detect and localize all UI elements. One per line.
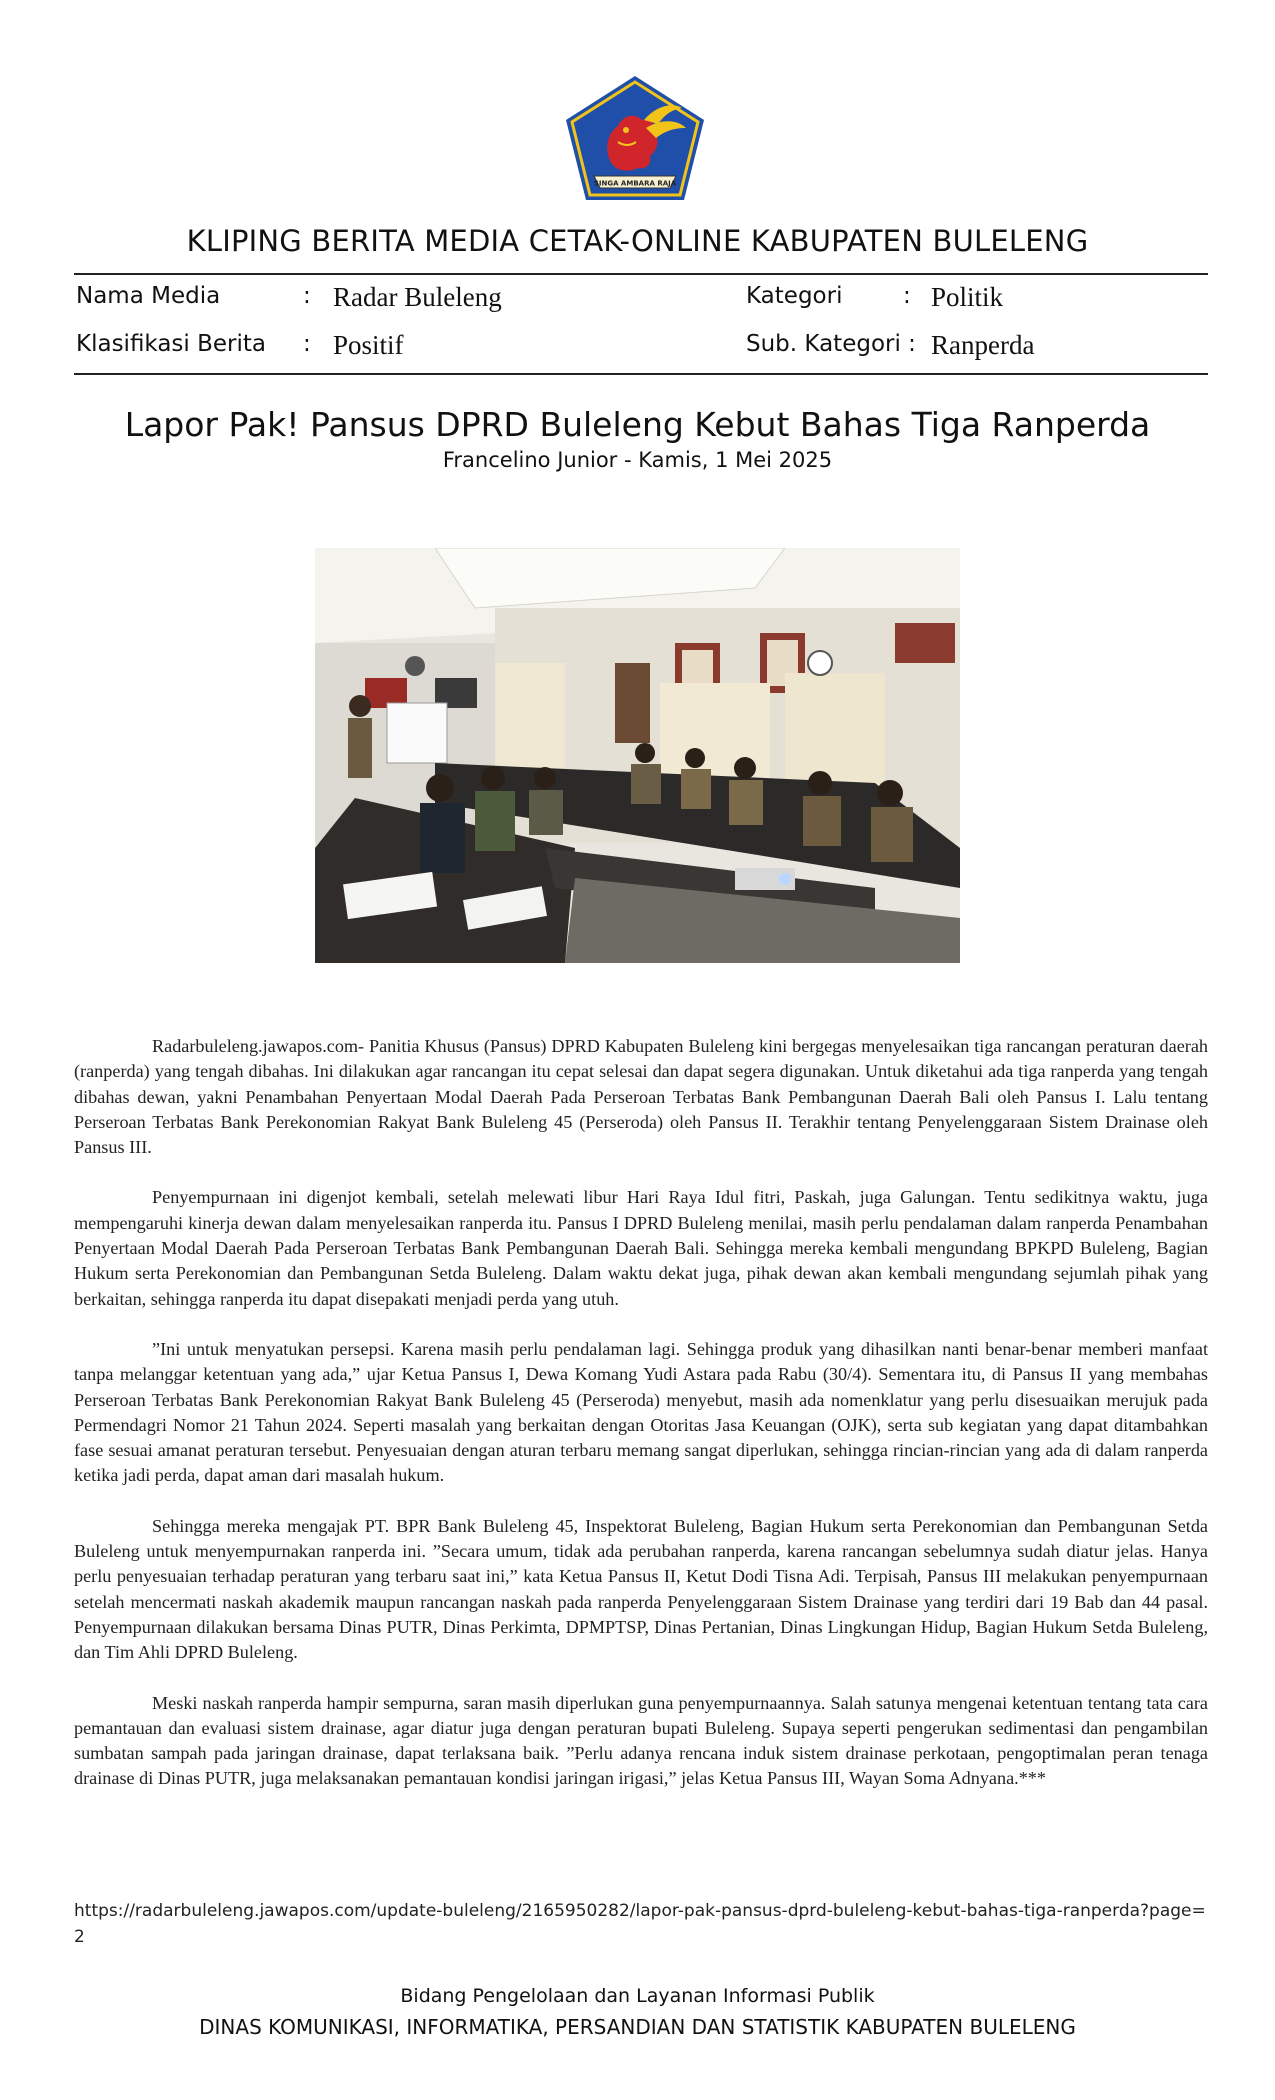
logo-caption: SINGA AMBARA RAJA <box>593 179 677 188</box>
media-colon: : <box>303 283 311 309</box>
subcategory-label: Sub. Kategori : <box>746 331 916 357</box>
category-label: Kategori <box>746 283 843 309</box>
classification-value: Positif <box>333 330 404 360</box>
source-link[interactable]: https://radarbuleleng.jawapos.com/update-buleleng/2165950282/lapor-pak-pansus-dprd-buleleng-kebut-bahas-tiga-ranperda?page=2 <box>74 1901 1206 1947</box>
article-paragraph: Sehingga mereka mengajak PT. BPR Bank Buleleng 45, Inspektorat Buleleng, Bagian Hukum serta Perekonomian dan Pembangunan Setda Buleleng untuk menyempurnakan ranperda ini. ”Secara umum, tidak ada perubahan ranperda, karena rancangan sebelumnya sudah diatur jelas. Hanya perlu penyesuaian terhadap peraturan yang terbaru saat ini,” kata Ketua Pansus II, Ketut Dodi Tisna Adi. Terpisah, Pansus III melakukan penyempurnaan setelah mencermati naskah akademik maupun rancangan naskah pada ranperda Penyelenggaraan Sistem Drainase yang terdiri dari 19 Bab dan 44 pasal. Penyempurnaan dilakukan bersama Dinas PUTR, Dinas Perkimta, DPMPTSP, Dinas Pertanian, Dinas Lingkungan Hidup, Bagian Hukum Setda Buleleng, dan Tim Ahli DPRD Buleleng. <box>74 1515 1208 1663</box>
category-value: Politik <box>931 282 1004 312</box>
classification-label: Klasifikasi Berita <box>76 331 267 357</box>
article-paragraph: Radarbuleleng.jawapos.com- Panitia Khusus (Pansus) DPRD Kabupaten Buleleng kini bergegas menyelesaikan tiga rancangan peraturan daerah (ranperda) yang tengah dibahas. Ini dilakukan agar rancangan itu cepat selesai dan dapat segera digunakan. Untuk diketahui ada tiga ranperda yang tengah dibahas dewan, yakni Penambahan Penyertaan Modal Daerah Pada Perseroan Terbatas Bank Pembangunan Daerah Bali oleh Pansus I. Lalu tentang Perseroan Terbatas Bank Perekonomian Rakyat Bank Buleleng 45 (Perseroda) oleh Pansus II. Terakhir tentang Penyelenggaraan Sistem Drainase oleh Pansus III. <box>74 1036 1208 1158</box>
subcategory-value: Ranperda <box>931 330 1035 360</box>
category-colon: : <box>903 283 911 309</box>
media-label: Nama Media <box>76 283 221 309</box>
meeting-photo <box>315 548 960 963</box>
document-title: KLIPING BERITA MEDIA CETAK-ONLINE KABUPATEN BULELENG <box>186 224 1089 258</box>
footer-department: DINAS KOMUNIKASI, INFORMATIKA, PERSANDIAN DAN STATISTIK KABUPATEN BULELENG <box>199 2015 1076 2039</box>
article-paragraph: Penyempurnaan ini digenjot kembali, setelah melewati libur Hari Raya Idul fitri, Paskah, juga Galungan. Tentu sedikitnya waktu, juga mempengaruhi kinerja dewan dalam menyelesaikan ranperda itu. Pansus I DPRD Buleleng menilai, masih perlu pendalaman dalam ranperda Penambahan Penyertaan Modal Daerah Pada Perseroan Terbatas Bank Pembangunan Daerah Bali. Sehingga mereka kembali mengundang BPKPD Buleleng, Bagian Hukum serta Perekonomian dan Pembangunan Setda Buleleng. Dalam waktu dekat juga, pihak dewan akan kembali mengundang sejumlah pihak yang berkaitan, sehingga ranperda itu dapat disepakati menjadi perda yang utuh. <box>74 1187 1208 1309</box>
article-body <box>74 1034 1208 1817</box>
media-value: Radar Buleleng <box>333 282 502 312</box>
article-paragraph: Meski naskah ranperda hampir sempurna, saran masih diperlukan guna penyempurnaannya. Salah satunya mengenai ketentuan tentang tata cara pemantauan dan evaluasi sistem drainase, agar diatur juga dengan peraturan bupati Buleleng. Supaya seperti pengerukan sedimentasi dan pengambilan sumbatan sampah pada jaringan drainase, dapat terlaksana baik. ”Perlu adanya rencana induk sistem drainase perkotaan, pengoptimalan peran tenaga drainase di Dinas PUTR, juga melaksanakan pemantauan kondisi jaringan irigasi,” jelas Ketua Pansus III, Wayan Soma Adnyana.*** <box>74 1692 1208 1789</box>
top-divider <box>74 273 1208 275</box>
footer-division: Bidang Pengelolaan dan Layanan Informasi Publik <box>400 1985 875 2007</box>
article-byline: Francelino Junior - Kamis, 1 Mei 2025 <box>442 448 833 472</box>
article-paragraph: ”Ini untuk menyatukan persepsi. Karena masih perlu pendalaman lagi. Sehingga produk yang dihasilkan nanti benar-benar memberi manfaat tanpa melanggar ketentuan yang ada,” ujar Ketua Pansus I, Dewa Komang Yudi Astara pada Rabu (30/4). Sementara itu, di Pansus II yang membahas Perseroan Terbatas Bank Perekonomian Rakyat Bank Buleleng 45 (Perseroda) menyebut, masih ada nomenklatur yang perlu disesuaikan merujuk pada Permendagri Nomor 21 Tahun 2024. Seperti masalah yang berkaitan dengan Otoritas Jasa Keuangan (OJK), serta sub kegiatan yang dapat ditambahkan fase sesuai amanat peraturan tersebut. Penyesuaian dengan aturan terbaru memang sangat diperlukan, sehingga rincian-rincian yang ada di dalam ranperda ketika jadi perda, dapat aman dari masalah hukum. <box>74 1338 1208 1486</box>
buleleng-emblem-logo <box>560 72 710 204</box>
classification-colon: : <box>303 331 311 357</box>
article-headline: Lapor Pak! Pansus DPRD Buleleng Kebut Bahas Tiga Ranperda <box>124 405 1151 444</box>
bottom-divider <box>74 373 1208 375</box>
